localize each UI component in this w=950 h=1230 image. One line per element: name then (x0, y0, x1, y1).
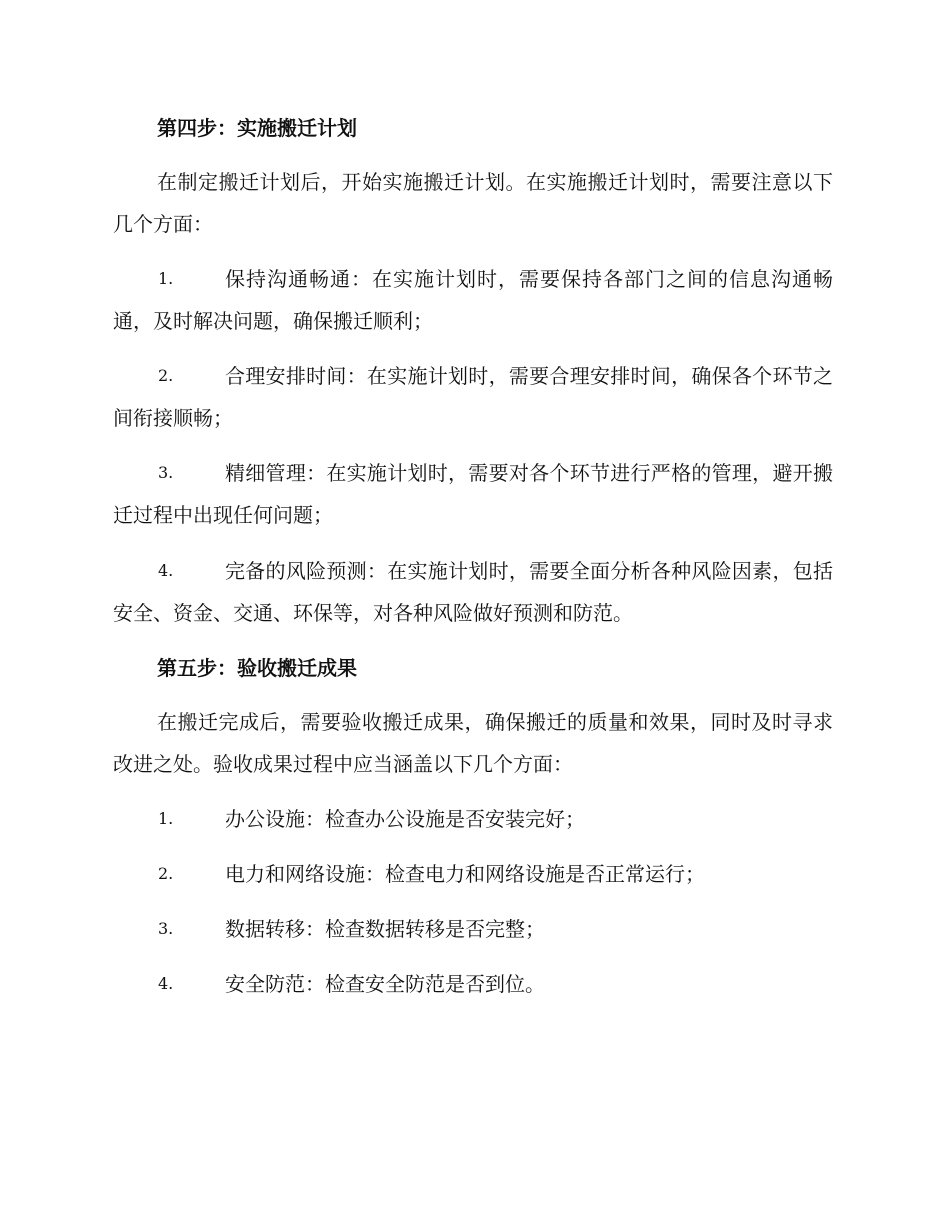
list-item-text: 办公设施：检查办公设施是否安装完好； (225, 807, 585, 831)
list-item-text: 精细管理：在实施计划时，需要对各个环节进行严格的管理，避开搬迁过程中出现任何问题； (113, 461, 833, 527)
list-item-step5-1 (113, 798, 833, 840)
list-item-step4-1 (113, 258, 833, 342)
list-item-text: 电力和网络设施：检查电力和网络设施是否正常运行； (225, 862, 705, 886)
list-number: 3. (158, 919, 174, 938)
list-item-step5-3 (113, 908, 833, 950)
list-item-step4-2 (113, 355, 833, 439)
list-number: 1. (158, 269, 174, 288)
list-item-step4-3 (113, 452, 833, 536)
list-number: 4. (158, 561, 174, 580)
list-item-step5-2 (113, 853, 833, 895)
section-heading-step5: 第五步：验收搬迁成果 (157, 656, 357, 680)
list-item-text: 安全防范：检查安全防范是否到位。 (225, 972, 545, 996)
list-item-text: 保持沟通畅通：在实施计划时，需要保持各部门之间的信息沟通畅通，及时解决问题，确保搬迁顺利； (113, 267, 833, 333)
section-heading-step4: 第四步：实施搬迁计划 (157, 116, 357, 140)
list-number: 2. (158, 366, 174, 385)
list-number: 2. (158, 864, 174, 883)
paragraph-step4-intro: 在制定搬迁计划后，开始实施搬迁计划。在实施搬迁计划时，需要注意以下几个方面： (113, 170, 833, 236)
list-number: 1. (158, 809, 174, 828)
list-item-text: 数据转移：检查数据转移是否完整； (225, 917, 545, 941)
paragraph-step5-intro: 在搬迁完成后，需要验收搬迁成果，确保搬迁的质量和效果，同时及时寻求改进之处。验收成果过程中应当涵盖以下几个方面： (113, 710, 833, 776)
list-item-step4-4 (113, 550, 833, 634)
list-item-step5-4 (113, 963, 833, 1005)
list-item-text: 完备的风险预测：在实施计划时，需要全面分析各种风险因素，包括安全、资金、交通、环保等，对各种风险做好预测和防范。 (113, 559, 833, 625)
list-number: 3. (158, 463, 174, 482)
list-item-text: 合理安排时间：在实施计划时，需要合理安排时间，确保各个环节之间衔接顺畅； (113, 364, 833, 430)
list-number: 4. (158, 974, 174, 993)
